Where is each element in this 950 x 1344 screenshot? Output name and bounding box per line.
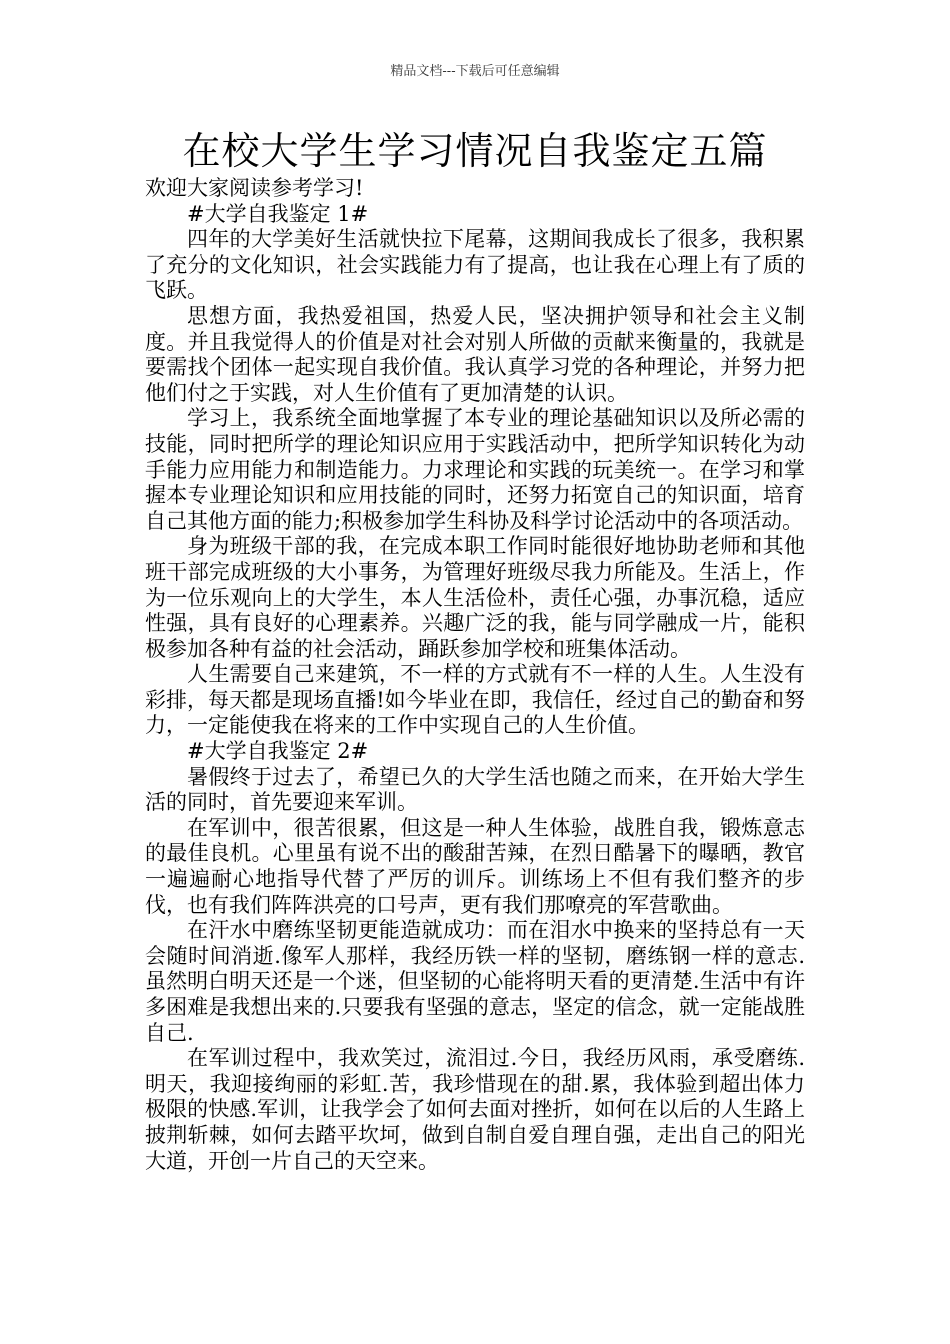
document-body (145, 176, 805, 1174)
document-title: 在校大学生学习情况自我鉴定五篇 (182, 129, 768, 173)
paragraph: 思想方面，我热爱祖国，热爱人民，坚决拥护领导和社会主义制度。并且我觉得人的价值是对社会对别人所做的贡献来衡量的，我就是要需找个团体一起实现自我价值。我认真学习党的各种理论，并努力把他们付之于实践，对人生价值有了更加清楚的认识。 (145, 303, 805, 405)
paragraph: 四年的大学美好生活就快拉下尾幕，这期间我成长了很多，我积累了充分的文化知识，社会实践能力有了提高，也让我在心理上有了质的飞跃。 (145, 227, 805, 303)
paragraph: 在汗水中磨练坚韧更能造就成功：而在泪水中换来的坚持总有一天会随时间消逝.像军人那样，我经历铁一样的坚韧，磨练钢一样的意志.虽然明白明天还是一个迷，但坚韧的心能将明天看的更清楚.生活中有许多困难是我想出来的.只要我有坚强的意志，坚定的信念，就一定能战胜自己. (145, 918, 805, 1045)
page-header-note: 精品文档---下载后可任意编辑 (390, 64, 560, 79)
section-heading-2: #大学自我鉴定 2# (187, 739, 369, 764)
paragraph: 在军训过程中，我欢笑过，流泪过.今日，我经历风雨，承受磨练.明天，我迎接绚丽的彩虹.苦，我珍惜现在的甜.累，我体验到超出体力极限的快感.军训，让我学会了如何去面对挫折，如何在以后的人生路上披荆斩棘，如何去踏平坎坷，做到自制自爱自理自强，走出自己的阳光大道，开创一片自己的天空来。 (145, 1046, 805, 1173)
paragraph: 学习上，我系统全面地掌握了本专业的理论基础知识以及所必需的技能，同时把所学的理论知识应用于实践活动中，把所学知识转化为动手能力应用能力和制造能力。力求理论和实践的玩美统一。在学习和掌握本专业理论知识和应用技能的同时，还努力拓宽自己的知识面，培育自己其他方面的能力;积极参加学生科协及科学讨论活动中的各项活动。 (145, 406, 805, 533)
paragraph: 暑假终于过去了，希望已久的大学生活也随之而来，在开始大学生活的同时，首先要迎来军训。 (145, 764, 805, 815)
paragraph: 身为班级干部的我，在完成本职工作同时能很好地协助老师和其他班干部完成班级的大小事务，为管理好班级尽我力所能及。生活上，作为一位乐观向上的大学生，本人生活俭朴，责任心强，办事沉稳，适应性强，具有良好的心理素养。兴趣广泛的我，能与同学融成一片，能积极参加各种有益的社会活动，踊跃参加学校和班集体活动。 (145, 534, 805, 661)
intro-line: 欢迎大家阅读参考学习! (145, 176, 364, 200)
section-heading-1: #大学自我鉴定 1# (187, 201, 369, 226)
paragraph: 人生需要自己来建筑，不一样的方式就有不一样的人生。人生没有彩排，每天都是现场直播!如今毕业在即，我信任，经过自己的勤奋和努力，一定能使我在将来的工作中实现自己的人生价值。 (145, 662, 805, 738)
paragraph: 在军训中，很苦很累，但这是一种人生体验，战胜自我，锻炼意志的最佳良机。心里虽有说不出的酸甜苦辣，在烈日酷暑下的曝晒，教官一遍遍耐心地指导代替了严厉的训斥。训练场上不但有我们整齐的步伐，也有我们阵阵洪亮的口号声，更有我们那嘹亮的军营歌曲。 (145, 815, 805, 917)
